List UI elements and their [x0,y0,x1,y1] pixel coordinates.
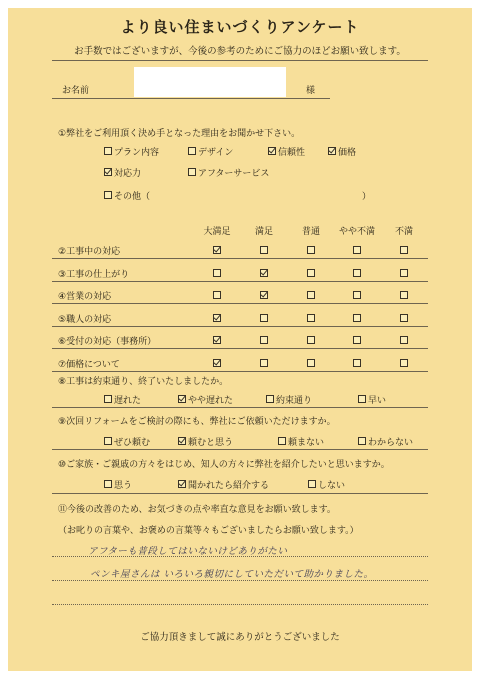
q9-option-no: 頼まない [288,438,325,448]
answer-line [52,580,428,581]
rating-checkbox[interactable] [307,291,315,299]
rating-row-label: ②工事中の対応 [58,247,121,257]
q9-option-dont-know: わからない [368,438,414,448]
rating-checkbox[interactable] [400,246,408,254]
q1-option-responsiveness: 対応力 [114,169,142,179]
row-divider [52,303,428,304]
q10-option-if-asked: 聞かれたら紹介する [188,481,270,491]
rating-row-label: ⑦価格について [58,359,120,370]
rating-checkbox[interactable] [400,269,408,277]
divider [52,60,428,61]
q10-checkbox-yes[interactable] [104,480,112,488]
rating-checkbox[interactable] [213,359,221,367]
rating-checkbox[interactable] [353,336,361,344]
q10-option-no: しない [318,481,346,491]
q8-option-slightly-late: やや遅れた [188,396,234,406]
q8-option-late: 遅れた [114,396,142,406]
q1-option-other: その他（ [114,192,151,202]
name-suffix: 様 [306,86,316,96]
q9-checkbox-dont-know[interactable] [358,437,366,445]
rating-checkbox[interactable] [213,246,221,254]
q9-checkbox-definitely[interactable] [104,437,112,445]
rating-checkbox[interactable] [260,269,268,277]
q10-option-yes: 思う [114,481,133,491]
col-header-somewhat-dissatisfied: やや不満 [338,227,375,237]
col-header-very-satisfied: 大満足 [203,227,231,237]
rating-checkbox[interactable] [213,269,221,277]
rating-row-label: ⑤職人の対応 [58,314,112,325]
q1-option-design: デザイン [198,148,234,158]
name-underline [52,98,330,99]
rating-row-label: ④営業の対応 [58,292,112,302]
row-divider [52,371,428,372]
row-divider [52,258,428,259]
rating-checkbox[interactable] [260,359,268,367]
name-label: お名前 [62,86,90,96]
rating-checkbox[interactable] [260,314,268,322]
q1-checkbox-price[interactable] [328,147,336,155]
q11-note: （お叱りの言葉や、お褒めの言葉等々もございましたらお願い致します。） [58,526,359,536]
rating-checkbox[interactable] [307,269,315,277]
rating-checkbox[interactable] [260,246,268,254]
rating-checkbox[interactable] [213,314,221,322]
intro-text: お手数ではございますが、今後の参考のためにご協力のほどお願い致します。 [74,46,406,57]
rating-checkbox[interactable] [400,314,408,322]
q1-checkbox-reliability[interactable] [268,147,276,155]
q9-option-definitely: ぜひ頼む [114,438,151,448]
q1-option-reliability: 信頼性 [278,148,306,158]
rating-checkbox[interactable] [353,359,361,367]
rating-checkbox[interactable] [353,314,361,322]
q1-checkbox-design[interactable] [188,147,196,155]
q1-checkbox-responsiveness[interactable] [104,168,112,176]
q11-question: ⑪今後の改善のため、お気づきの点や率直な意見をお願い致します。 [58,505,336,515]
rating-checkbox[interactable] [400,291,408,299]
q9-checkbox-no[interactable] [278,437,286,445]
col-header-dissatisfied: 不満 [394,227,413,237]
rating-row-label: ③工事の仕上がり [58,269,130,280]
q8-checkbox-on-time[interactable] [266,395,274,403]
rating-checkbox[interactable] [353,269,361,277]
rating-checkbox[interactable] [307,336,315,344]
q11-handwritten-answer-2: ペンキ屋さんは いろいろ親切にしていただいて助かりました。 [90,569,374,580]
q11-handwritten-answer-1: アフターも普段してはいないけどありがたい [88,546,288,557]
q9-checkbox-probably[interactable] [178,437,186,445]
divider [52,449,428,450]
rating-checkbox[interactable] [213,291,221,299]
q1-checkbox-other[interactable] [104,191,112,199]
answer-line [52,604,428,605]
survey-title: より良い住まいづくりアンケート [120,18,360,36]
q8-option-early: 早い [368,396,387,406]
rating-checkbox[interactable] [307,359,315,367]
q1-checkbox-after-service[interactable] [188,168,196,176]
q8-checkbox-early[interactable] [358,395,366,403]
divider [52,493,428,494]
divider [52,407,428,408]
rating-checkbox[interactable] [213,336,221,344]
col-header-satisfied: 満足 [254,227,273,237]
rating-checkbox[interactable] [307,246,315,254]
q1-option-plan: プラン内容 [114,148,160,158]
col-header-normal: 普通 [301,227,320,237]
rating-checkbox[interactable] [400,359,408,367]
q9-option-probably: 頼むと思う [188,438,234,448]
rating-checkbox[interactable] [353,246,361,254]
q8-checkbox-late[interactable] [104,395,112,403]
rating-checkbox[interactable] [353,291,361,299]
footer-thanks: ご協力頂きまして誠にありがとうございました [140,632,340,643]
row-divider [52,326,428,327]
rating-checkbox[interactable] [260,291,268,299]
q1-other-close: ） [362,192,372,202]
name-field-redacted [134,67,286,97]
q1-option-price: 価格 [338,148,357,158]
q10-checkbox-no[interactable] [308,480,316,488]
q8-checkbox-slightly-late[interactable] [178,395,186,403]
row-divider [52,348,428,349]
q8-option-on-time: 約束通り [276,396,313,406]
rating-checkbox[interactable] [400,336,408,344]
q10-checkbox-if-asked[interactable] [178,480,186,488]
rating-checkbox[interactable] [260,336,268,344]
q8-question: ⑧工事は約束通り、終了いたしましたか。 [58,377,229,387]
row-divider [52,281,428,282]
rating-checkbox[interactable] [307,314,315,322]
q1-option-after-service: アフターサービス [198,169,270,179]
q1-question: ①弊社をご利用頂く決め手となった理由をお聞かせ下さい。 [58,129,301,139]
q9-question: ⑨次回リフォームをご検討の際にも、弊社にご依頼いただけますか。 [58,417,336,427]
q1-checkbox-plan[interactable] [104,147,112,155]
q10-question: ⑩ご家族・ご親戚の方々をはじめ、知人の方々に弊社を紹介したいと思いますか。 [58,460,390,470]
rating-row-label: ⑥受付の対応（事務所） [58,337,157,347]
answer-line [52,556,428,557]
survey-sheet [8,8,472,671]
